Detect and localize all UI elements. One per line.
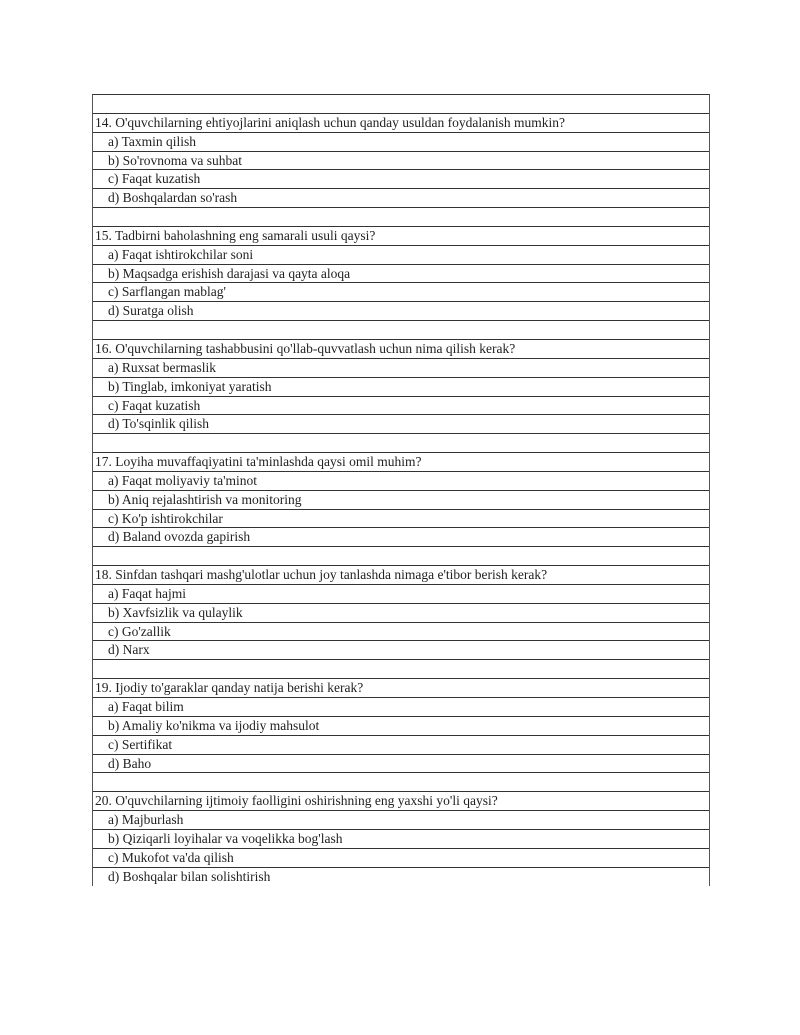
option-18-b: b) Xavfsizlik va qulaylik [93, 604, 709, 623]
option-14-c: c) Faqat kuzatish [93, 170, 709, 189]
option-18-d: d) Narx [93, 641, 709, 660]
option-20-a: a) Majburlash [93, 811, 709, 830]
option-17-a: a) Faqat moliyaviy ta'minot [93, 472, 709, 491]
option-19-d: d) Baho [93, 755, 709, 774]
spacer-row [93, 434, 709, 453]
option-17-d: d) Baland ovozda gapirish [93, 528, 709, 547]
spacer-row [93, 321, 709, 340]
question-20: 20. O'quvchilarning ijtimoiy faolligini oshirishning eng yaxshi yo'li qaysi? [93, 792, 709, 811]
question-14: 14. O'quvchilarning ehtiyojlarini aniqlash uchun qanday usuldan foydalanish mumkin? [93, 114, 709, 133]
option-18-a: a) Faqat hajmi [93, 585, 709, 604]
option-14-b: b) So'rovnoma va suhbat [93, 152, 709, 171]
spacer-row [93, 547, 709, 566]
spacer-row [93, 773, 709, 792]
question-18: 18. Sinfdan tashqari mashg'ulotlar uchun joy tanlashda nimaga e'tibor berish kerak? [93, 566, 709, 585]
question-19: 19. Ijodiy to'garaklar qanday natija berishi kerak? [93, 679, 709, 698]
option-20-b: b) Qiziqarli loyihalar va voqelikka bog'lash [93, 830, 709, 849]
option-19-c: c) Sertifikat [93, 736, 709, 755]
option-15-b: b) Maqsadga erishish darajasi va qayta aloqa [93, 265, 709, 284]
option-14-a: a) Taxmin qilish [93, 133, 709, 152]
option-16-b: b) Tinglab, imkoniyat yaratish [93, 378, 709, 397]
option-20-c: c) Mukofot va'da qilish [93, 849, 709, 868]
option-16-d: d) To'sqinlik qilish [93, 415, 709, 434]
option-15-d: d) Suratga olish [93, 302, 709, 321]
option-20-d: d) Boshqalar bilan solishtirish [108, 868, 271, 884]
spacer-row [93, 660, 709, 679]
question-17: 17. Loyiha muvaffaqiyatini ta'minlashda qaysi omil muhim? [93, 453, 709, 472]
option-19-b: b) Amaliy ko'nikma va ijodiy mahsulot [93, 717, 709, 736]
option-17-b: b) Aniq rejalashtirish va monitoring [93, 491, 709, 510]
question-15: 15. Tadbirni baholashning eng samarali usuli qaysi? [93, 227, 709, 246]
spacer-row [93, 95, 709, 114]
option-18-c: c) Go'zallik [93, 623, 709, 642]
option-19-a: a) Faqat bilim [93, 698, 709, 717]
question-table [92, 94, 710, 886]
question-16: 16. O'quvchilarning tashabbusini qo'llab-quvvatlash uchun nima qilish kerak? [93, 340, 709, 359]
option-14-d: d) Boshqalardan so'rash [93, 189, 709, 208]
option-15-a: a) Faqat ishtirokchilar soni [93, 246, 709, 265]
option-16-a: a) Ruxsat bermaslik [93, 359, 709, 378]
option-17-c: c) Ko'p ishtirokchilar [93, 510, 709, 529]
option-16-c: c) Faqat kuzatish [93, 397, 709, 416]
option-15-c: c) Sarflangan mablag' [93, 283, 709, 302]
spacer-row [93, 208, 709, 227]
